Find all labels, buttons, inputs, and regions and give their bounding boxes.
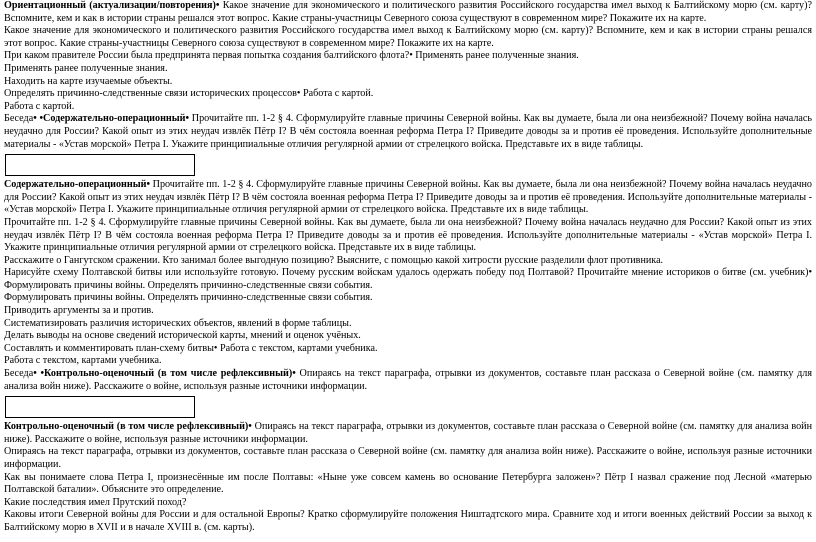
paragraph-task-poltava — [4, 267, 812, 292]
paragraph-skill: Приводить аргументы за и против. — [4, 305, 154, 317]
paragraph-question-baltic: Какое значение для экономического и политического развития Российского государства имел выход к Балтийскому морю (см. карту)? Вспомните, кем и как в истории страны решался этот вопрос. Какие страны-участницы Северного союза существуют в современном мире? Покажите их на карте. — [4, 25, 812, 49]
paragraph-text: • Применять ранее полученные знания. — [409, 50, 579, 62]
paragraph-text: • Формулировать причины войны. Определять причинно-следственные связи события. — [4, 267, 812, 291]
paragraph-skill: Применять ранее полученные знания. — [4, 62, 168, 74]
paragraph-skill — [4, 88, 812, 101]
paragraph-text: Опираясь на текст параграфа, отрывки из документов, составьте план рассказа о Северной войне (см. памятку для анализа войн ниже). Расскажите о войне, используя разные источники информации. — [4, 368, 813, 392]
paragraph-task-results: Каковы итоги Северной войны для России и для остальной Европы? Кратко сформулируйте положения Ништадтского мира. Сравните ход и итоги военных действий России за выход к Балтийскому морю в XVII и в начале XVIII в. (см. карты). — [4, 509, 812, 533]
paragraph-skill — [4, 343, 812, 356]
paragraph-text: Какое значение для экономического и политического развития Российского государства имел выход к Балтийскому морю (см. карту)? Вспомните, кем и как в истории страны решался этот вопрос. Какие страны-участницы Северного союза существуют в современном мире? Покажите их на карте. — [4, 0, 812, 24]
paragraph-text: Беседа — [4, 368, 34, 380]
stage-heading: Контрольно-оценочный (в том числе рефлексивный) — [44, 368, 293, 380]
stage-heading: Содержательно-операционный — [43, 113, 186, 125]
empty-frame — [5, 154, 195, 176]
paragraph-question-fleet — [4, 50, 812, 63]
bullet-icon: • — [248, 421, 252, 433]
bullet-icon: • • — [33, 368, 45, 380]
paragraph-task-prut: Какие последствия имел Прутский поход? — [4, 496, 187, 508]
empty-frame — [5, 396, 195, 418]
stage-heading: Ориентационный (актуализации/повторения) — [4, 0, 216, 11]
bullet-icon: • — [146, 179, 151, 191]
paragraph-control-evaluation — [4, 421, 812, 446]
bullet-icon: • — [215, 0, 220, 11]
paragraph-text: Определять причинно-следственные связи исторических процессов — [4, 88, 297, 100]
paragraph-text: Прочитайте пп. 1-2 § 4. Сформулируйте главные причины Северной войны. Как вы думаете, была ли она неизбежной? Почему война началась неудачно для России? Какой опыт из этих неудач извлёк Пётр I? В чём состояла военная реформа Петра I? Приведите доводы за и против её проведения. Используйте дополнительные материалы - «Устав морской» Петра I. Укажите принципиальные отличия регулярной армии от стрелецкого войска. Представьте их в виде таблицы. — [4, 179, 812, 216]
paragraph-skill: Делать выводы на основе сведений исторической карты, мнений и оценок учёных. — [4, 330, 361, 342]
paragraph-text: При каком правителе России была предпринята первая попытка создания балтийского флота? — [4, 50, 410, 62]
paragraph-control-evaluation — [4, 368, 812, 393]
stage-heading: Контрольно-оценочный (в том числе рефлексивный) — [4, 421, 249, 433]
paragraph-activity: Работа с картой. — [4, 100, 75, 112]
paragraph-text: Нарисуйте схему Полтавской битвы или используйте готовую. Почему русским войскам удалось одержать победу под Полтавой? Прочитайте мнение историков о битве (см. учебник) — [4, 267, 809, 279]
paragraph-content-operational — [4, 113, 812, 151]
paragraph-task-poltava-quote: Как вы понимаете слова Петра I, произнесённые им после Полтавы: «Ныне уже совсем камень во основание Петербурга заложен»? Пётр I назвал сражение под Лесной «матерью Полтавской баталии». Объясните это определение. — [4, 471, 812, 496]
bullet-icon: • — [185, 113, 190, 125]
paragraph-task-gangut: Расскажите о Гангутском сражении. Кто занимал более выгодную позицию? Выясните, с помощью какой хитрости русские разделили флот противника. — [4, 254, 664, 266]
paragraph-text: • Работа с картой. — [296, 88, 374, 100]
paragraph-orientation — [4, 0, 812, 25]
paragraph-skill: Находить на карте изучаемые объекты. — [4, 75, 173, 87]
paragraph-text: Беседа — [4, 113, 34, 125]
bullet-icon: • — [292, 368, 296, 380]
paragraph-content-operational — [4, 179, 812, 217]
paragraph-text: Составлять и комментировать план-схему битвы — [4, 342, 214, 354]
paragraph-text: • Работа с текстом, картами учебника. — [213, 342, 378, 354]
paragraph-text: Прочитайте пп. 1-2 § 4. Сформулируйте главные причины Северной войны. Как вы думаете, была ли она неизбежной? Почему война началась неудачно для России? Какой опыт из этих неудач извлёк Пётр I? В чём состояла военная реформа Петра I? Приведите доводы за и против её проведения. Используйте дополнительные материалы - «Устав морской» Петра I. Укажите принципиальные отличия регулярной армии от стрелецкого войска. Представьте их в виде таблицы. — [4, 113, 812, 150]
paragraph-skill: Систематизировать различия исторических объектов, явлений в форме таблицы. — [4, 317, 352, 329]
paragraph-activity: Работа с текстом, картами учебника. — [4, 355, 162, 367]
stage-heading: Содержательно-операционный — [4, 179, 147, 191]
paragraph-task-plan: Опираясь на текст параграфа, отрывки из документов, составьте план рассказа о Северной войне (см. памятку для анализа войн ниже). Расскажите о войне, используя разные источники информации. — [4, 446, 812, 470]
paragraph-task-northern-war: Прочитайте пп. 1-2 § 4. Сформулируйте главные причины Северной войны. Как вы думаете, была ли она неизбежной? Почему война началась неудачно для России? Какой опыт из этих неудач извлёк Пётр I? В чём состояла военная реформа Петра I? Приведите доводы за и против её проведения. Используйте дополнительные материалы - «Устав морской» Петра I. Укажите принципиальные отличия регулярной армии от стрелецкого войска. Представьте их в виде таблицы. — [4, 216, 812, 254]
paragraph-skill: Формулировать причины войны. Определять причинно-следственные связи события. — [4, 292, 373, 304]
paragraph-text: Опираясь на текст параграфа, отрывки из документов, составьте план рассказа о Северной войне (см. памятку для анализа войн ниже). Расскажите о войне, используя разные источники информации. — [4, 421, 813, 445]
bullet-icon: • • — [33, 113, 44, 125]
